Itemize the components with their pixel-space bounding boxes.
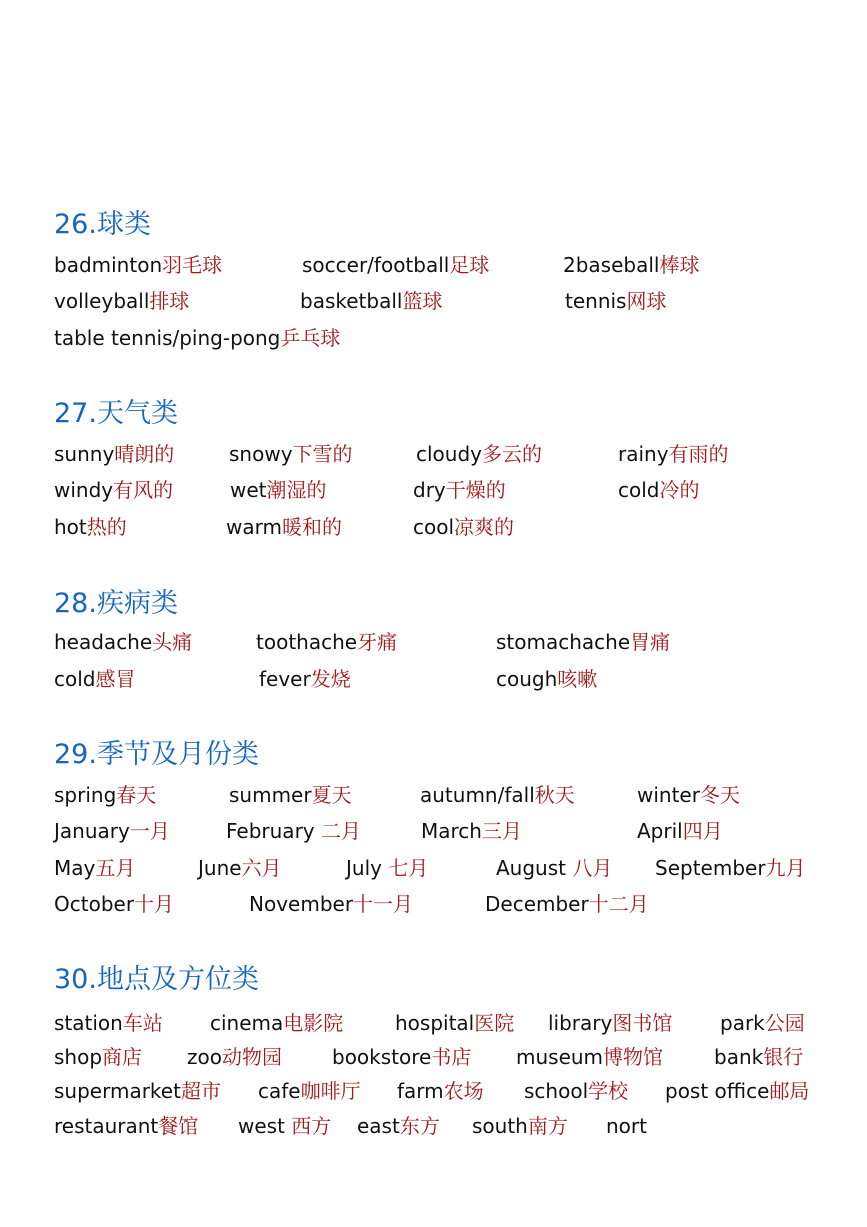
chinese-translation: 咖啡厅 [300, 1079, 361, 1103]
english-word: headache [54, 630, 153, 654]
chinese-translation: 图书馆 [612, 1011, 673, 1035]
english-word: table tennis/ping-pong [54, 326, 281, 350]
chinese-translation: 冷的 [659, 478, 700, 502]
vocab-row [0, 818, 867, 846]
vocab-row [0, 441, 867, 469]
chinese-translation: 十二月 [588, 892, 649, 916]
vocab-row [0, 1113, 867, 1141]
vocab-item [259, 666, 351, 692]
chinese-translation: 足球 [449, 253, 490, 277]
english-word: wet [230, 478, 267, 502]
english-word: stomachache [496, 630, 631, 654]
vocab-item [238, 1113, 331, 1139]
vocab-item [548, 1010, 672, 1036]
vocab-item [618, 477, 699, 503]
chinese-translation: 车站 [122, 1011, 163, 1035]
vocab-item [485, 891, 649, 917]
english-word: December [485, 892, 589, 916]
vocab-item [229, 441, 353, 467]
chinese-translation: 东方 [399, 1114, 440, 1138]
vocab-item [395, 1010, 514, 1036]
chinese-translation: 六月 [241, 856, 282, 880]
chinese-translation: 一月 [129, 819, 170, 843]
english-word: November [249, 892, 354, 916]
chinese-translation: 网球 [626, 289, 667, 313]
vocab-item [420, 782, 575, 808]
vocab-item [524, 1078, 628, 1104]
english-word: October [54, 892, 135, 916]
english-word: bank [714, 1045, 764, 1069]
vocab-item [54, 252, 222, 278]
vocab-item [54, 441, 174, 467]
chinese-translation: 下雪的 [292, 442, 353, 466]
english-word: hot [54, 515, 87, 539]
vocab-item [54, 477, 173, 503]
vocab-item [563, 252, 699, 278]
chinese-translation: 七月 [388, 856, 429, 880]
english-word: volleyball [54, 289, 150, 313]
vocab-item [54, 818, 170, 844]
vocab-row [0, 891, 867, 919]
chinese-translation: 学校 [588, 1079, 629, 1103]
chinese-translation: 羽毛球 [162, 253, 223, 277]
vocab-item [54, 1044, 142, 1070]
english-word: July [346, 856, 389, 880]
vocab-row [0, 629, 867, 657]
english-word: restaurant [54, 1114, 159, 1138]
chinese-translation: 咳嗽 [557, 667, 598, 691]
chinese-translation: 春天 [116, 783, 157, 807]
chinese-translation: 十一月 [353, 892, 414, 916]
chinese-translation: 暖和的 [281, 515, 342, 539]
english-word: 2baseball [563, 253, 660, 277]
chinese-translation: 邮局 [769, 1079, 810, 1103]
english-word: February [226, 819, 321, 843]
chinese-translation: 秋天 [534, 783, 575, 807]
vocab-item [300, 288, 442, 314]
english-word: January [54, 819, 130, 843]
chinese-translation: 棒球 [659, 253, 700, 277]
english-word: hospital [395, 1011, 475, 1035]
english-word: badminton [54, 253, 163, 277]
english-word: zoo [187, 1045, 222, 1069]
vocab-item [54, 514, 127, 540]
chinese-translation: 五月 [95, 856, 136, 880]
vocab-item [516, 1044, 663, 1070]
vocab-item [413, 514, 514, 540]
english-word: supermarket [54, 1079, 181, 1103]
chinese-translation: 八月 [572, 856, 613, 880]
chinese-translation: 医院 [474, 1011, 515, 1035]
english-word: spring [54, 783, 117, 807]
vocab-item [230, 477, 327, 503]
vocab-row [0, 288, 867, 316]
english-word: September [655, 856, 766, 880]
english-word: soccer/football [302, 253, 450, 277]
english-word: west [238, 1114, 292, 1138]
section-heading: 27.天气类 [54, 398, 178, 429]
chinese-translation: 篮球 [402, 289, 443, 313]
chinese-translation: 九月 [765, 856, 806, 880]
vocab-item [54, 288, 189, 314]
vocab-item [606, 1113, 647, 1139]
chinese-translation: 感冒 [95, 667, 136, 691]
vocab-row [0, 782, 867, 810]
vocab-row [0, 477, 867, 505]
vocab-row [0, 252, 867, 280]
english-word: cough [496, 667, 558, 691]
chinese-translation: 冬天 [699, 783, 740, 807]
vocab-item [302, 252, 489, 278]
vocab-item [256, 629, 397, 655]
english-word: August [496, 856, 573, 880]
english-word: April [637, 819, 683, 843]
vocab-item [413, 477, 506, 503]
chinese-translation: 公园 [764, 1011, 805, 1035]
english-word: station [54, 1011, 123, 1035]
chinese-translation: 多云的 [482, 442, 542, 466]
chinese-translation: 动物园 [221, 1045, 282, 1069]
english-word: cold [54, 667, 96, 691]
chinese-translation: 银行 [763, 1045, 804, 1069]
vocab-item [655, 855, 806, 881]
vocab-item [258, 1078, 361, 1104]
english-word: cafe [258, 1079, 301, 1103]
vocab-item [226, 818, 361, 844]
vocab-item [416, 441, 542, 467]
english-word: June [198, 856, 242, 880]
chinese-translation: 排球 [149, 289, 190, 313]
vocab-item [496, 629, 670, 655]
english-word: nort [606, 1114, 647, 1138]
chinese-translation: 干燥的 [445, 478, 506, 502]
chinese-translation: 电影院 [283, 1011, 344, 1035]
vocab-item [637, 782, 740, 808]
english-word: fever [259, 667, 311, 691]
vocab-row [0, 325, 867, 353]
vocab-item [54, 891, 174, 917]
chinese-translation: 商店 [102, 1045, 143, 1069]
chinese-translation: 夏天 [311, 783, 352, 807]
chinese-translation: 西方 [291, 1114, 332, 1138]
english-word: sunny [54, 442, 115, 466]
section-heading: 30.地点及方位类 [54, 964, 259, 995]
english-word: basketball [300, 289, 403, 313]
section-heading: 26.球类 [54, 209, 151, 240]
vocab-item [720, 1010, 805, 1036]
english-word: south [472, 1114, 528, 1138]
vocab-item [496, 855, 612, 881]
english-word: warm [226, 515, 282, 539]
english-word: March [421, 819, 482, 843]
chinese-translation: 四月 [682, 819, 723, 843]
vocab-row [0, 855, 867, 883]
vocab-item [54, 855, 135, 881]
chinese-translation: 乒乓球 [280, 326, 341, 350]
chinese-translation: 农场 [443, 1079, 484, 1103]
chinese-translation: 书店 [431, 1045, 472, 1069]
vocab-item [54, 629, 192, 655]
chinese-translation: 十月 [134, 892, 175, 916]
english-word: May [54, 856, 96, 880]
english-word: museum [516, 1045, 604, 1069]
vocab-item [472, 1113, 568, 1139]
vocab-item [346, 855, 428, 881]
english-word: bookstore [332, 1045, 432, 1069]
chinese-translation: 凉爽的 [454, 515, 515, 539]
vocab-item [249, 891, 413, 917]
chinese-translation: 胃痛 [630, 630, 671, 654]
vocab-item [210, 1010, 343, 1036]
english-word: rainy [618, 442, 669, 466]
chinese-translation: 有雨的 [668, 442, 729, 466]
vocab-item [397, 1078, 484, 1104]
vocab-item [226, 514, 342, 540]
vocab-item [54, 1113, 198, 1139]
chinese-translation: 牙痛 [357, 630, 398, 654]
english-word: snowy [229, 442, 293, 466]
english-word: tennis [565, 289, 627, 313]
english-word: school [524, 1079, 589, 1103]
chinese-translation: 发烧 [310, 667, 351, 691]
english-word: windy [54, 478, 114, 502]
english-word: toothache [256, 630, 358, 654]
english-word: library [548, 1011, 613, 1035]
chinese-translation: 三月 [481, 819, 522, 843]
vocab-item [637, 818, 723, 844]
english-word: park [720, 1011, 765, 1035]
vocab-item [54, 1010, 163, 1036]
vocab-item [332, 1044, 471, 1070]
chinese-translation: 二月 [320, 819, 361, 843]
chinese-translation: 餐馆 [158, 1114, 199, 1138]
english-word: autumn/fall [420, 783, 535, 807]
english-word: post office [665, 1079, 770, 1103]
english-word: farm [397, 1079, 444, 1103]
english-word: cold [618, 478, 660, 502]
vocab-item [565, 288, 666, 314]
vocab-item [357, 1113, 440, 1139]
chinese-translation: 超市 [180, 1079, 221, 1103]
english-word: winter [637, 783, 700, 807]
vocab-item [187, 1044, 282, 1070]
vocab-item [229, 782, 352, 808]
vocab-row [0, 1078, 867, 1106]
chinese-translation: 头痛 [152, 630, 193, 654]
vocab-item [665, 1078, 809, 1104]
chinese-translation: 潮湿的 [266, 478, 327, 502]
vocab-item [54, 782, 156, 808]
chinese-translation: 博物馆 [603, 1045, 664, 1069]
section-heading: 29.季节及月份类 [54, 739, 259, 770]
chinese-translation: 晴朗的 [114, 442, 175, 466]
english-word: shop [54, 1045, 103, 1069]
vocab-item [54, 1078, 221, 1104]
english-word: summer [229, 783, 312, 807]
vocab-item [198, 855, 282, 881]
chinese-translation: 热的 [86, 515, 127, 539]
section-heading: 28.疾病类 [54, 588, 178, 619]
vocab-item [714, 1044, 803, 1070]
english-word: east [357, 1114, 400, 1138]
vocab-item [54, 325, 340, 351]
english-word: cinema [210, 1011, 284, 1035]
english-word: cloudy [416, 442, 482, 466]
english-word: dry [413, 478, 446, 502]
chinese-translation: 南方 [527, 1114, 568, 1138]
chinese-translation: 有风的 [113, 478, 174, 502]
vocab-item [618, 441, 729, 467]
vocab-row [0, 1044, 867, 1072]
vocab-row [0, 666, 867, 694]
vocab-row [0, 1010, 867, 1038]
english-word: cool [413, 515, 455, 539]
vocab-item [421, 818, 522, 844]
vocab-item [54, 666, 135, 692]
vocab-item [496, 666, 597, 692]
vocab-row [0, 514, 867, 542]
